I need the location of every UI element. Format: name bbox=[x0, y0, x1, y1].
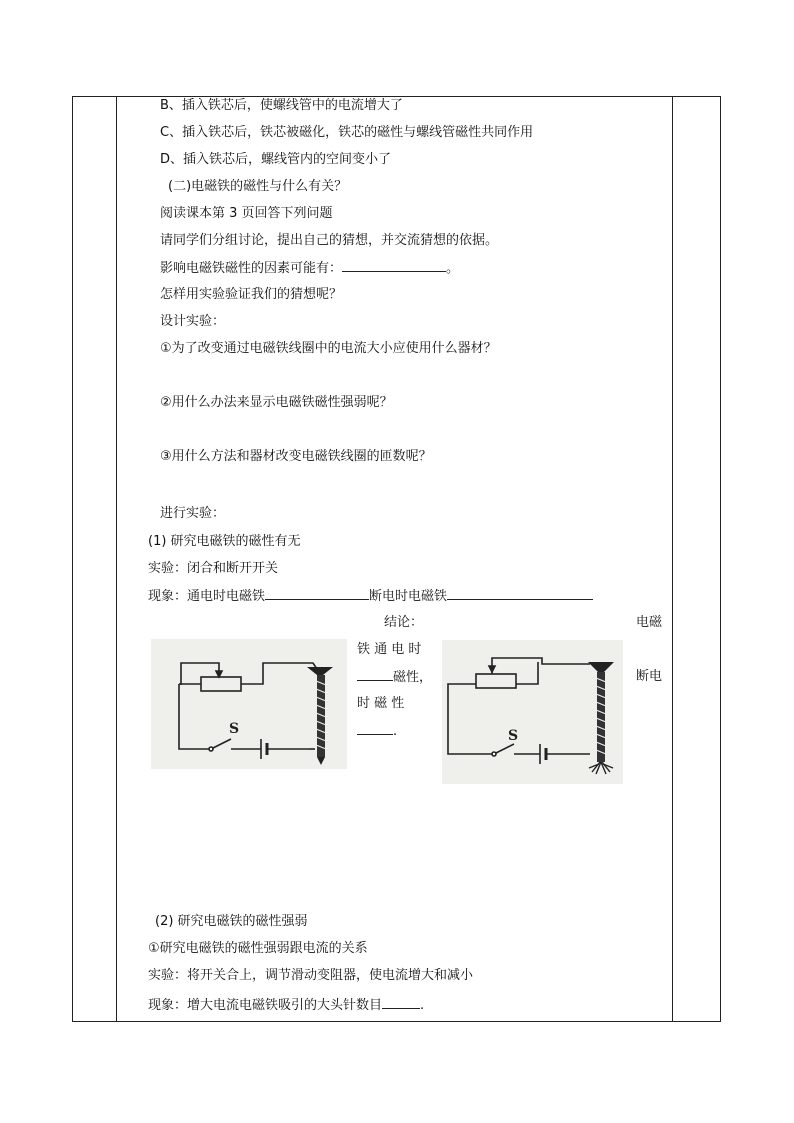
section-title: (二)电磁铁的磁性与什么有关？ bbox=[168, 179, 348, 194]
question-3: ③用什么方法和器材改变电磁铁线圈的匝数呢？ bbox=[160, 449, 432, 464]
phenomenon-off-blank[interactable] bbox=[447, 587, 593, 600]
conclusion-line-4-end: . bbox=[393, 724, 398, 739]
circuit-diagram-1 bbox=[151, 639, 347, 769]
option-c: C、插入铁芯后，铁芯被磁化，铁芯的磁性与螺线管磁性共同作用 bbox=[160, 125, 534, 140]
rheostat-1 bbox=[201, 677, 241, 691]
pin-cluster bbox=[589, 762, 613, 774]
rheostat-2 bbox=[476, 674, 516, 688]
pin-count-blank[interactable] bbox=[382, 996, 420, 1009]
circuit-drawing-1 bbox=[151, 639, 347, 769]
switch-2 bbox=[494, 744, 514, 754]
factors-end: 。 bbox=[446, 261, 460, 276]
conclusion-line-1: 铁 通 电 时 bbox=[357, 642, 422, 657]
phenomenon-on-blank[interactable] bbox=[265, 587, 369, 600]
phenomenon-off-label: 断电时电磁铁 bbox=[369, 589, 448, 604]
conclusion-line-2 bbox=[357, 668, 432, 687]
read-prompt: 阅读课本第 3 页回答下列问题 bbox=[160, 206, 333, 221]
experiment-2-title: (2) 研究电磁铁的磁性强弱 bbox=[155, 914, 308, 929]
conduct-label: 进行实验： bbox=[160, 506, 226, 521]
conclusion-line-3: 时 磁 性 bbox=[357, 696, 405, 711]
conclusion-off-blank[interactable] bbox=[357, 722, 393, 735]
discuss-prompt: 请同学们分组讨论，提出自己的猜想，并交流猜想的依据。 bbox=[160, 233, 499, 248]
question-1: ①为了改变通过电磁铁线圈中的电流大小应使用什么器材？ bbox=[160, 341, 497, 356]
factors-blank[interactable] bbox=[342, 259, 446, 272]
experiment-2-method: 实验：将开关合上，调节滑动变阻器，使电流增大和减小 bbox=[148, 968, 474, 983]
factors-label: 影响电磁铁磁性的因素可能有： bbox=[160, 261, 343, 276]
conclusion-right-mid: 断电 bbox=[636, 669, 663, 684]
conclusion-label: 结论： bbox=[384, 615, 424, 630]
electromagnet-2 bbox=[588, 662, 614, 774]
experiment-2-phenomenon-text: 现象：增大电流电磁铁吸引的大头针数目 bbox=[148, 998, 383, 1013]
question-2: ②用什么办法来显示电磁铁磁性强弱呢？ bbox=[160, 395, 393, 410]
experiment-1-title: (1) 研究电磁铁的磁性有无 bbox=[148, 534, 301, 549]
experiment-1-method: 实验：闭合和断开开关 bbox=[148, 561, 279, 576]
conclusion-right-top: 电磁 bbox=[636, 615, 663, 630]
experiment-2-phenomenon bbox=[148, 996, 424, 1015]
circuit-drawing-2 bbox=[442, 640, 623, 784]
verify-prompt: 怎样用实验验证我们的猜想呢？ bbox=[160, 287, 343, 302]
conclusion-on-blank[interactable] bbox=[357, 668, 393, 681]
table-divider-left bbox=[116, 96, 117, 1022]
switch-label-2: S bbox=[508, 728, 519, 744]
option-d: D、插入铁芯后，螺线管内的空间变小了 bbox=[160, 152, 392, 167]
conclusion-line-4 bbox=[357, 722, 397, 741]
circuit-diagram-2 bbox=[442, 640, 623, 784]
factors-prompt bbox=[160, 259, 459, 278]
experiment-2-phenomenon-end: . bbox=[420, 998, 425, 1013]
design-label: 设计实验： bbox=[160, 314, 226, 329]
electromagnet-1 bbox=[307, 667, 333, 765]
option-b: B、插入铁芯后，使螺线管中的电流增大了 bbox=[160, 98, 403, 113]
experiment-2-subtitle: ①研究电磁铁的磁性强弱跟电流的关系 bbox=[148, 941, 368, 956]
conclusion-line-2-text: 磁性， bbox=[393, 670, 433, 685]
switch-label-1: S bbox=[229, 721, 240, 737]
phenomenon-on-label: 现象：通电时电磁铁 bbox=[148, 589, 266, 604]
switch-1 bbox=[211, 739, 231, 749]
table-divider-right bbox=[672, 96, 673, 1022]
experiment-1-phenomenon bbox=[148, 587, 593, 606]
